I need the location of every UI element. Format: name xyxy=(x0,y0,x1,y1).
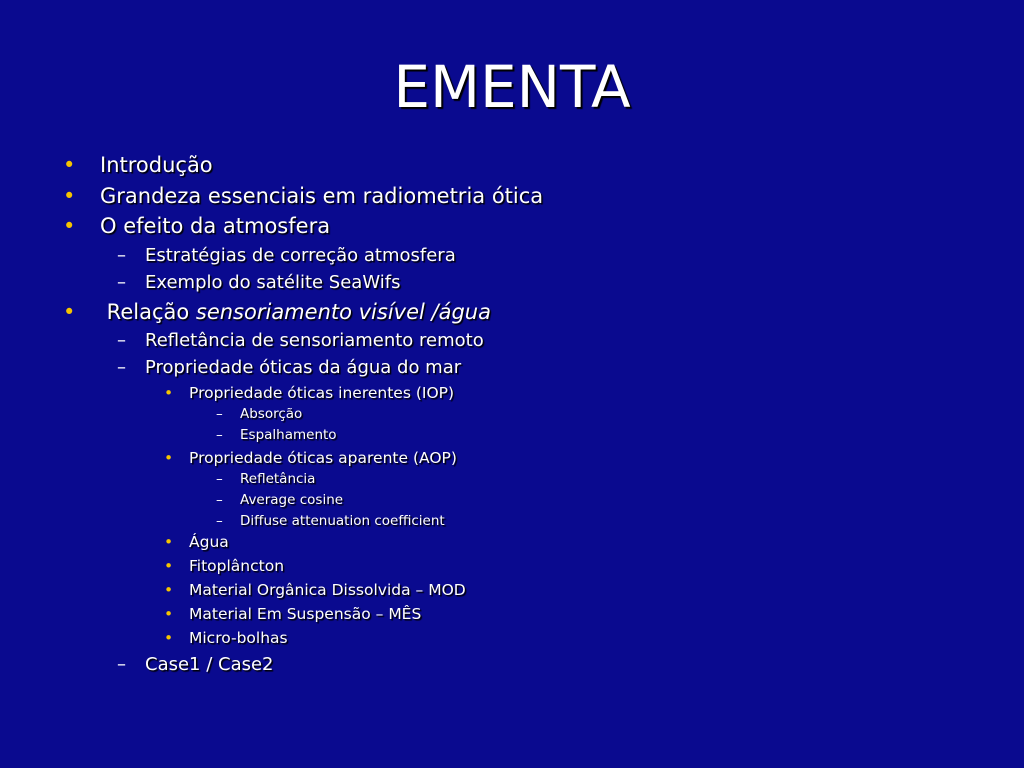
bullet-icon: • xyxy=(164,449,174,467)
outline-item-level-1 xyxy=(100,183,543,209)
outline-item-text: O efeito da atmosfera xyxy=(100,214,331,238)
outline-item-text: Average cosine xyxy=(240,492,344,508)
dash-icon: – xyxy=(216,427,223,443)
outline-item-level-2 xyxy=(145,356,461,379)
outline-item-level-2 xyxy=(145,653,274,676)
outline-item-text: Espalhamento xyxy=(240,427,337,443)
bullet-icon: • xyxy=(164,605,174,623)
outline-item-level-4 xyxy=(240,471,315,488)
outline-item-level-3 xyxy=(189,532,229,552)
outline-item-text: Grandeza essenciais em radiometria ótica xyxy=(100,184,544,208)
bullet-icon: • xyxy=(164,629,174,647)
outline-item-level-3 xyxy=(189,448,457,468)
bullet-icon: • xyxy=(63,153,76,177)
outline-item-text: Propriedade óticas da água do mar xyxy=(145,357,462,378)
outline-item-text: Introdução xyxy=(100,153,213,177)
bullet-icon: • xyxy=(63,300,76,324)
outline-item-text: Refletância xyxy=(240,471,316,487)
dash-icon: – xyxy=(117,272,126,293)
outline-item-level-2 xyxy=(145,271,400,294)
outline-item-text: Estratégias de correção atmosfera xyxy=(145,245,456,266)
bullet-icon: • xyxy=(63,184,76,208)
outline-item-text: Case1 / Case2 xyxy=(145,654,274,675)
outline-item-level-1 xyxy=(100,213,330,239)
outline-item-level-4 xyxy=(240,406,302,423)
bullet-icon: • xyxy=(164,533,174,551)
outline-item-level-2 xyxy=(145,244,456,267)
outline-item-text: Fitoplâncton xyxy=(189,557,285,575)
outline-item-text: Diffuse attenuation coefficient xyxy=(240,513,445,529)
outline-item-level-4 xyxy=(240,492,343,509)
dash-icon: – xyxy=(216,492,223,508)
bullet-icon: • xyxy=(164,384,174,402)
slide-title: EMENTA xyxy=(393,53,631,121)
dash-icon: – xyxy=(117,357,126,378)
outline-item-level-4 xyxy=(240,427,337,444)
outline-item-text: Exemplo do satélite SeaWifs xyxy=(145,272,401,293)
bullet-icon: • xyxy=(164,581,174,599)
outline-item-level-1 xyxy=(100,152,213,178)
outline-item-level-3 xyxy=(189,628,288,648)
outline-item-text: Material Em Suspensão – MÊS xyxy=(189,605,422,623)
outline-item-level-3 xyxy=(189,580,466,600)
dash-icon: – xyxy=(216,471,223,487)
dash-icon: – xyxy=(216,513,223,529)
outline-item-text: Material Orgânica Dissolvida – MOD xyxy=(189,581,466,599)
dash-icon: – xyxy=(117,245,126,266)
outline-item-text: Propriedade óticas aparente (AOP) xyxy=(189,449,457,467)
outline-item-text: Micro-bolhas xyxy=(189,629,288,647)
outline-item-level-3 xyxy=(189,383,454,403)
outline-item-level-1 xyxy=(100,299,491,325)
outline-item-level-3 xyxy=(189,556,284,576)
outline-item-level-3 xyxy=(189,604,421,624)
outline-item-level-2 xyxy=(145,329,484,352)
outline-item-text: Propriedade óticas inerentes (IOP) xyxy=(189,384,455,402)
outline-item-level-4 xyxy=(240,513,445,530)
outline-item-text: Água xyxy=(189,533,229,551)
outline-item-emphasis: sensoriamento visível /água xyxy=(195,300,491,324)
outline-item-text: Relação xyxy=(100,300,196,324)
bullet-icon: • xyxy=(63,214,76,238)
outline-item-text: Refletância de sensoriamento remoto xyxy=(145,330,484,351)
dash-icon: – xyxy=(117,654,126,675)
dash-icon: – xyxy=(117,330,126,351)
bullet-icon: • xyxy=(164,557,174,575)
dash-icon: – xyxy=(216,406,223,422)
outline-item-text: Absorção xyxy=(240,406,303,422)
